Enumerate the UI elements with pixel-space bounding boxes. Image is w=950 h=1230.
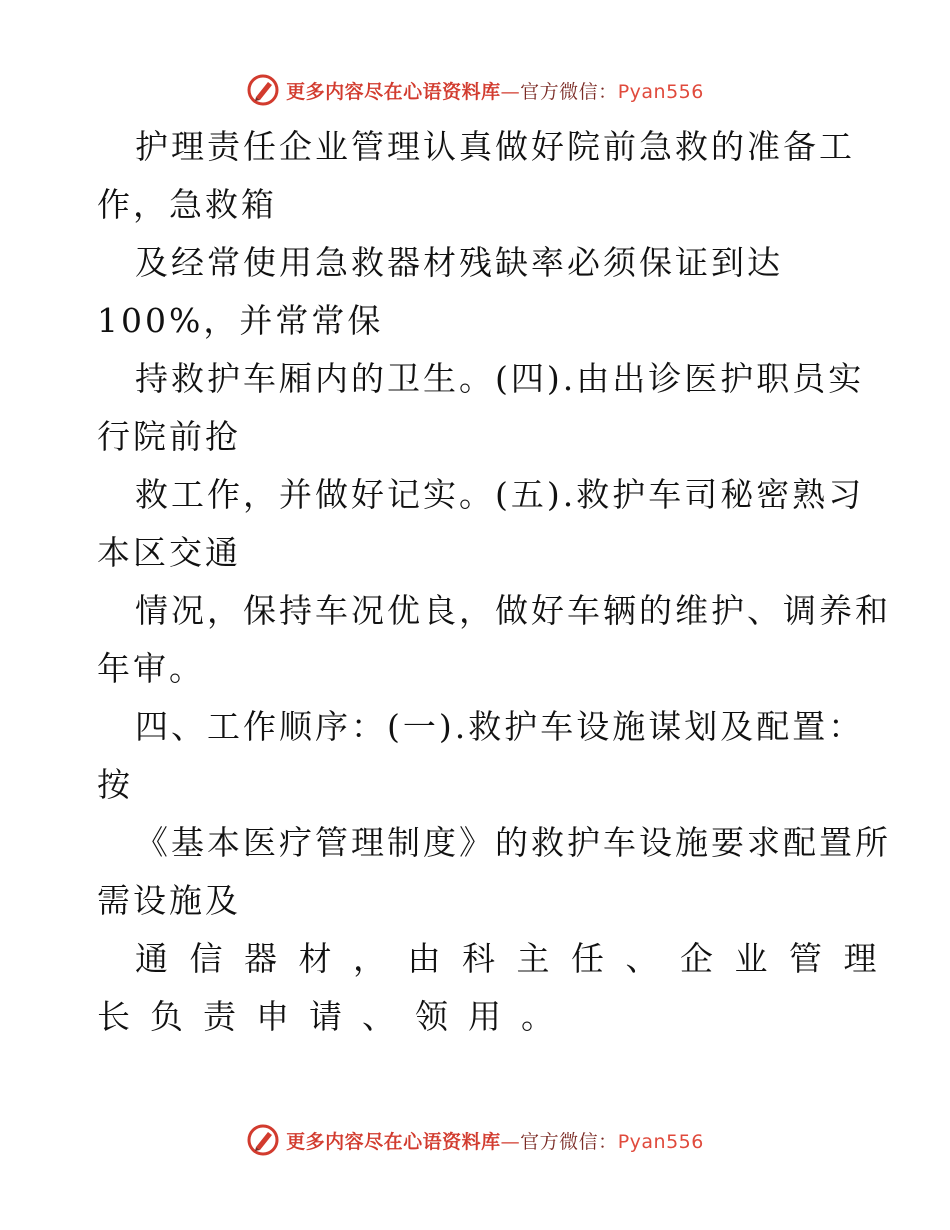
watermark-banner-bottom [0,1120,950,1160]
text-line: 持救护车厢内的卫生。(四).由出诊医护职员实 [135,359,865,398]
text-line: 及经常使用急救器材残缺率必须保证到达 [135,243,783,282]
text-line: 作，急救箱 [97,185,277,224]
text-line: 本区交通 [97,533,241,572]
watermark-banner-top [0,70,950,110]
text-line: 行院前抢 [97,417,241,456]
text-line: 需设施及 [97,881,241,920]
pen-logo-icon [246,1123,280,1157]
text-line: 年审。 [97,649,205,688]
text-line: 长负责申请、领用。 [97,997,574,1036]
text-line: 四、工作顺序：(一).救护车设施谋划及配置： [135,707,865,746]
watermark-text: 更多内容尽在心语资料库—官方微信：Pyan556 [286,80,704,103]
document-body [97,118,898,1046]
text-line: 情况，保持车况优良，做好车辆的维护、调养和 [135,591,891,630]
text-line: 《基本医疗管理制度》的救护车设施要求配置所 [135,823,891,862]
text-line: 100%，并常常保 [97,301,384,340]
text-line: 救工作，并做好记实。(五).救护车司秘密熟习 [135,475,865,514]
text-line: 按 [97,765,133,804]
text-line: 通信器材，由科主任、企业管理 [135,939,898,978]
watermark-text: 更多内容尽在心语资料库—官方微信：Pyan556 [286,1130,704,1153]
pen-logo-icon [246,73,280,107]
text-line: 护理责任企业管理认真做好院前急救的准备工 [135,127,855,166]
